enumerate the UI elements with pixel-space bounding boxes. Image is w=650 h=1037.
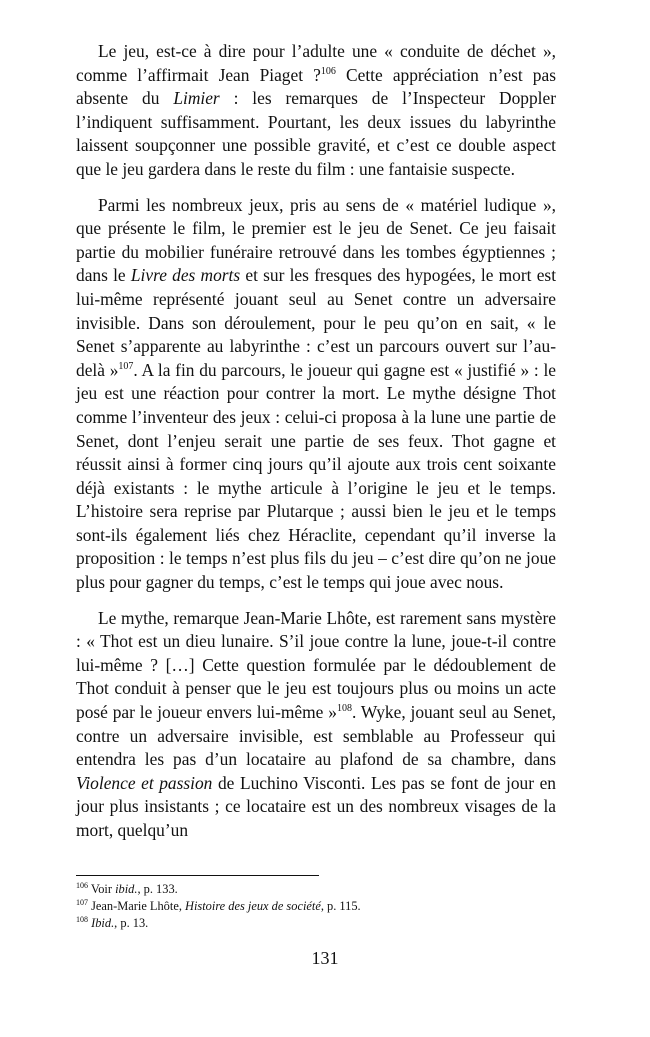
text-run: : les remarques de l’Inspecteur Doppler l’indiquent suffisamment. Pourtant, les deux issues du labyrinthe laissent soupçonner une possible gravité, et c’est ce double aspect que le jeu gardera dans le reste du film : une fantaisie suspecte.	[76, 88, 557, 179]
footnote-106	[76, 881, 556, 898]
footnote-ref-107[interactable]: 107	[118, 360, 134, 372]
footnote-divider	[76, 875, 319, 876]
footnote-italic: Ibid.	[91, 916, 115, 930]
italic-title: Violence et passion	[76, 772, 213, 793]
footnote-107	[76, 898, 556, 915]
footnote-ref-106[interactable]: 106	[320, 65, 336, 77]
text-run: de Luchino Visconti. Les pas se font de jour en jour plus insistants ; ce locataire est un des nombreux visages de la mort, quelqu’un	[76, 772, 557, 840]
italic-title: Livre des morts	[130, 265, 241, 286]
page-body	[76, 40, 556, 843]
footnote-text: Jean-Marie Lhôte,	[88, 899, 186, 913]
footnotes	[76, 881, 556, 932]
footnote-text: Voir	[88, 882, 116, 896]
footnote-text: , p. 133.	[137, 882, 178, 896]
text-run: Cette appréciation n’est pas absente du	[76, 64, 556, 109]
text-run: . A la fin du parcours, le joueur qui gagne est « justifié » : le jeu est une réaction pour contrer la mort. Le mythe désigne Thot comme l’inventeur des jeux : celui-ci proposa à la lune une partie de Senet, dont l’enjeu serait une partie de ses feux. Thot gagne et réussit ainsi à former cinq jours qu’il ajoute aux trois cent soixante déjà existants : le mythe articule à l’origine le jeu et le temps. L’histoire sera reprise par Plutarque ; aussi bien le jeu et le temps sont-ils également liés chez Héraclite, cependant qu’il inverse la proposition : le temps n’est plus fils du jeu – c’est dire qu’on ne joue plus pour gagner du temps, c’est le temps qui joue avec nous.	[76, 359, 557, 593]
footnote-text: , p. 115.	[320, 899, 361, 913]
page-number: 131	[311, 948, 339, 968]
footnote-italic: ibid.	[115, 882, 138, 896]
text-run: Le mythe, remarque Jean-Marie Lhôte, est rarement sans mystère : « Thot est un dieu lunaire. S’il joue contre la lune, joue-t-il contre lui-même ? […] Cette question formulée par le dédoublement de Thot conduit à penser que le jeu est toujours plus ou moins un acte posé par le joueur envers lui-même »	[76, 607, 556, 723]
footnote-number: 108	[76, 914, 88, 924]
text-run: et sur les fresques des hypogées, le mort est lui-même représenté jouant seul au Senet contre un adversaire invisible. Dans son déroulement, pour le peu qu’on en sait, « le Senet s’apparente au labyrinthe : c’est un parcours ouvert sur l’au-delà »	[76, 265, 557, 380]
paragraph-3	[76, 607, 556, 843]
footnote-text: , p. 13.	[114, 916, 149, 930]
footnote-108	[76, 915, 556, 932]
text-run: . Wyke, jouant seul au Senet, contre un adversaire invisible, est semblable au Professeur qui entendra les pas d’un locataire au plafond de sa chambre, dans	[76, 702, 556, 770]
paragraph-2	[76, 194, 556, 595]
footnote-number: 106	[76, 880, 88, 890]
text-run: Parmi les nombreux jeux, pris au sens de « matériel ludique », que présente le film, le premier est le jeu de Senet. Ce jeu faisait partie du mobilier funéraire retrouvé dans les tombes égyptiennes ; dans le	[76, 194, 556, 286]
footnote-number: 107	[76, 897, 88, 907]
paragraph-1	[76, 40, 556, 182]
footnote-ref-108[interactable]: 108	[336, 703, 352, 715]
text-run: Le jeu, est-ce à dire pour l’adulte une « conduite de déchet », comme l’affirmait Jean Piaget ?	[76, 41, 556, 85]
footnote-italic: Histoire des jeux de société	[185, 899, 321, 913]
italic-title: Limier	[173, 88, 220, 109]
